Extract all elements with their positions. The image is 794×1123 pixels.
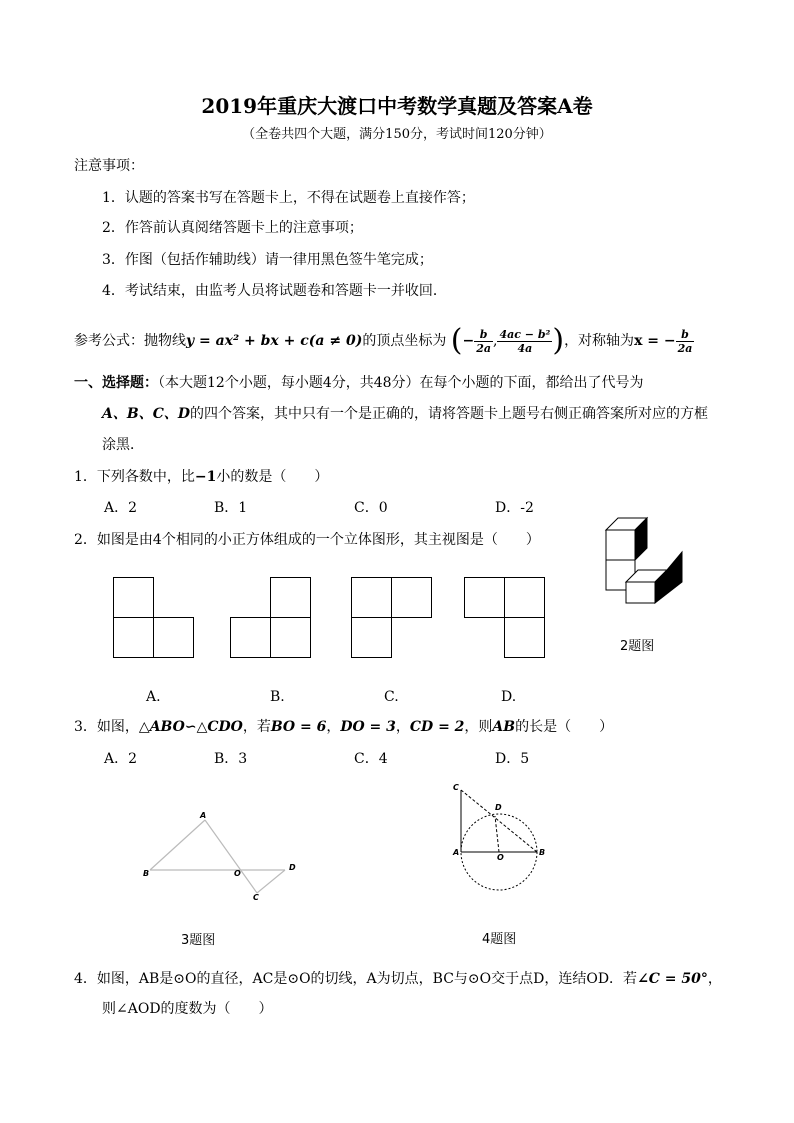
page-title: 2019年重庆大渡口中考数学真题及答案A卷 — [201, 94, 593, 118]
q3-label-o: O — [234, 869, 241, 878]
q3-figure-caption: 3题图 — [181, 933, 216, 948]
formula-after: ，对称轴为 — [564, 333, 635, 349]
q2-option-c-label: C. — [384, 689, 399, 705]
page-subtitle: （全卷共四个大题，满分150分，考试时间120分钟） — [242, 127, 552, 142]
q1-option-a: A．2 — [104, 500, 138, 516]
q1-option-b: B．1 — [214, 500, 248, 516]
axis-expression: x = − — [634, 333, 676, 349]
q2-option-b-label: B. — [270, 689, 285, 705]
parabola-expression: y = ax² + bx + c(a ≠ 0) — [186, 333, 363, 349]
note-item: 3．作图（包括作辅助线）请一律用黑色签牛笔完成； — [102, 252, 433, 268]
given-do: DO = 3 — [340, 719, 396, 735]
answer-letters: A、B、C、D — [102, 406, 190, 422]
question-3-stem: 3．如图，△ABO∽△CDO，若BO = 6，DO = 3，CD = 2，则AB的长是（ ） — [74, 719, 614, 735]
q4-label-c: C — [453, 783, 459, 792]
view-option-c — [351, 577, 432, 659]
given-bo: BO = 6 — [270, 719, 327, 735]
q4-figure-caption: 4题图 — [482, 932, 517, 947]
question-4-line2: 则∠AOD的度数为（ ） — [102, 1001, 273, 1017]
q3-label-d: D — [289, 863, 296, 872]
reference-formula — [74, 323, 694, 359]
q1-option-c: C．0 — [354, 500, 388, 516]
axis-fraction: $\frac{b}{2a}$ — [677, 327, 693, 355]
q2-option-d-label: D. — [501, 689, 517, 705]
q3-label-c: C — [253, 893, 259, 902]
cube-solid-figure — [600, 514, 690, 609]
view-option-a — [113, 577, 194, 659]
q4-label-a: A — [453, 848, 460, 857]
section-one-line1 — [74, 374, 644, 392]
q3-option-c: C．4 — [354, 751, 388, 767]
note-item: 1．认题的答案书写在答题卡上，不得在试题卷上直接作答； — [102, 190, 475, 206]
q3-label-a: A — [200, 811, 207, 820]
given-cd: CD = 2 — [409, 719, 465, 735]
q2-figure-caption: 2题图 — [620, 639, 655, 654]
notes-heading: 注意事项： — [74, 158, 144, 174]
q4-label-d: D — [495, 803, 502, 812]
note-item: 4．考试结束，由监考人员将试题卷和答题卡一并收回． — [102, 283, 447, 299]
comma: , — [493, 333, 498, 349]
q3-option-a: A．2 — [104, 751, 138, 767]
vertex-x-fraction: $\frac{b}{2a}$ — [476, 327, 492, 355]
section-one-heading: 一、选择题： — [74, 375, 158, 391]
section-one-desc: （本大题12个小题，每小题4分，共48分）在每个小题的下面，都给出了代号为 — [158, 375, 644, 391]
q3-option-b: B．3 — [214, 751, 248, 767]
left-paren: ( — [450, 323, 463, 358]
section-one-line2 — [102, 405, 708, 423]
q4-label-o: O — [497, 853, 504, 862]
question-4-stem: 4．如图，AB是⊙O的直径，AC是⊙O的切线，A为切点，BC与⊙O交于点D，连结OD．若∠C = 50°， — [74, 971, 722, 987]
question-2-stem: 2．如图是由4个相同的小正方体组成的一个立体图形，其主视图是（ ） — [74, 532, 540, 548]
neg-sign: − — [462, 333, 475, 349]
view-option-d — [464, 577, 545, 659]
q2-option-a-label: A. — [146, 689, 161, 705]
q3-triangle-figure — [140, 808, 310, 908]
angle-c: ∠C = 50° — [637, 971, 708, 987]
view-option-b — [230, 577, 311, 659]
section-one-line3: 涂黑． — [102, 437, 144, 453]
similar-triangles: △ABO∽△CDO — [138, 719, 243, 735]
formula-lead: 参考公式：抛物线 — [74, 333, 186, 349]
q3-label-b: B — [143, 869, 150, 878]
note-item: 2．作答前认真阅绪答题卡上的注意事项； — [102, 220, 363, 236]
section-one-line2-text: 的四个答案，其中只有一个是正确的，请将答题卡上题号右侧正确答案所对应的方框 — [189, 406, 708, 422]
vertex-y-fraction: $\frac{\text{4ac − b²}}{4a}$ — [499, 327, 551, 355]
q1-option-d: D．-2 — [495, 500, 534, 516]
q3-option-d: D．5 — [495, 751, 530, 767]
segment-ab: AB — [492, 719, 516, 735]
q4-label-b: B — [539, 848, 546, 857]
minus-one: −1 — [194, 469, 217, 485]
right-paren: ) — [552, 323, 565, 358]
formula-mid: 的顶点坐标为 — [362, 333, 447, 349]
question-1-stem: 1．下列各数中，比−1小的数是（ ） — [74, 469, 329, 485]
q4-circle-figure — [452, 780, 552, 895]
